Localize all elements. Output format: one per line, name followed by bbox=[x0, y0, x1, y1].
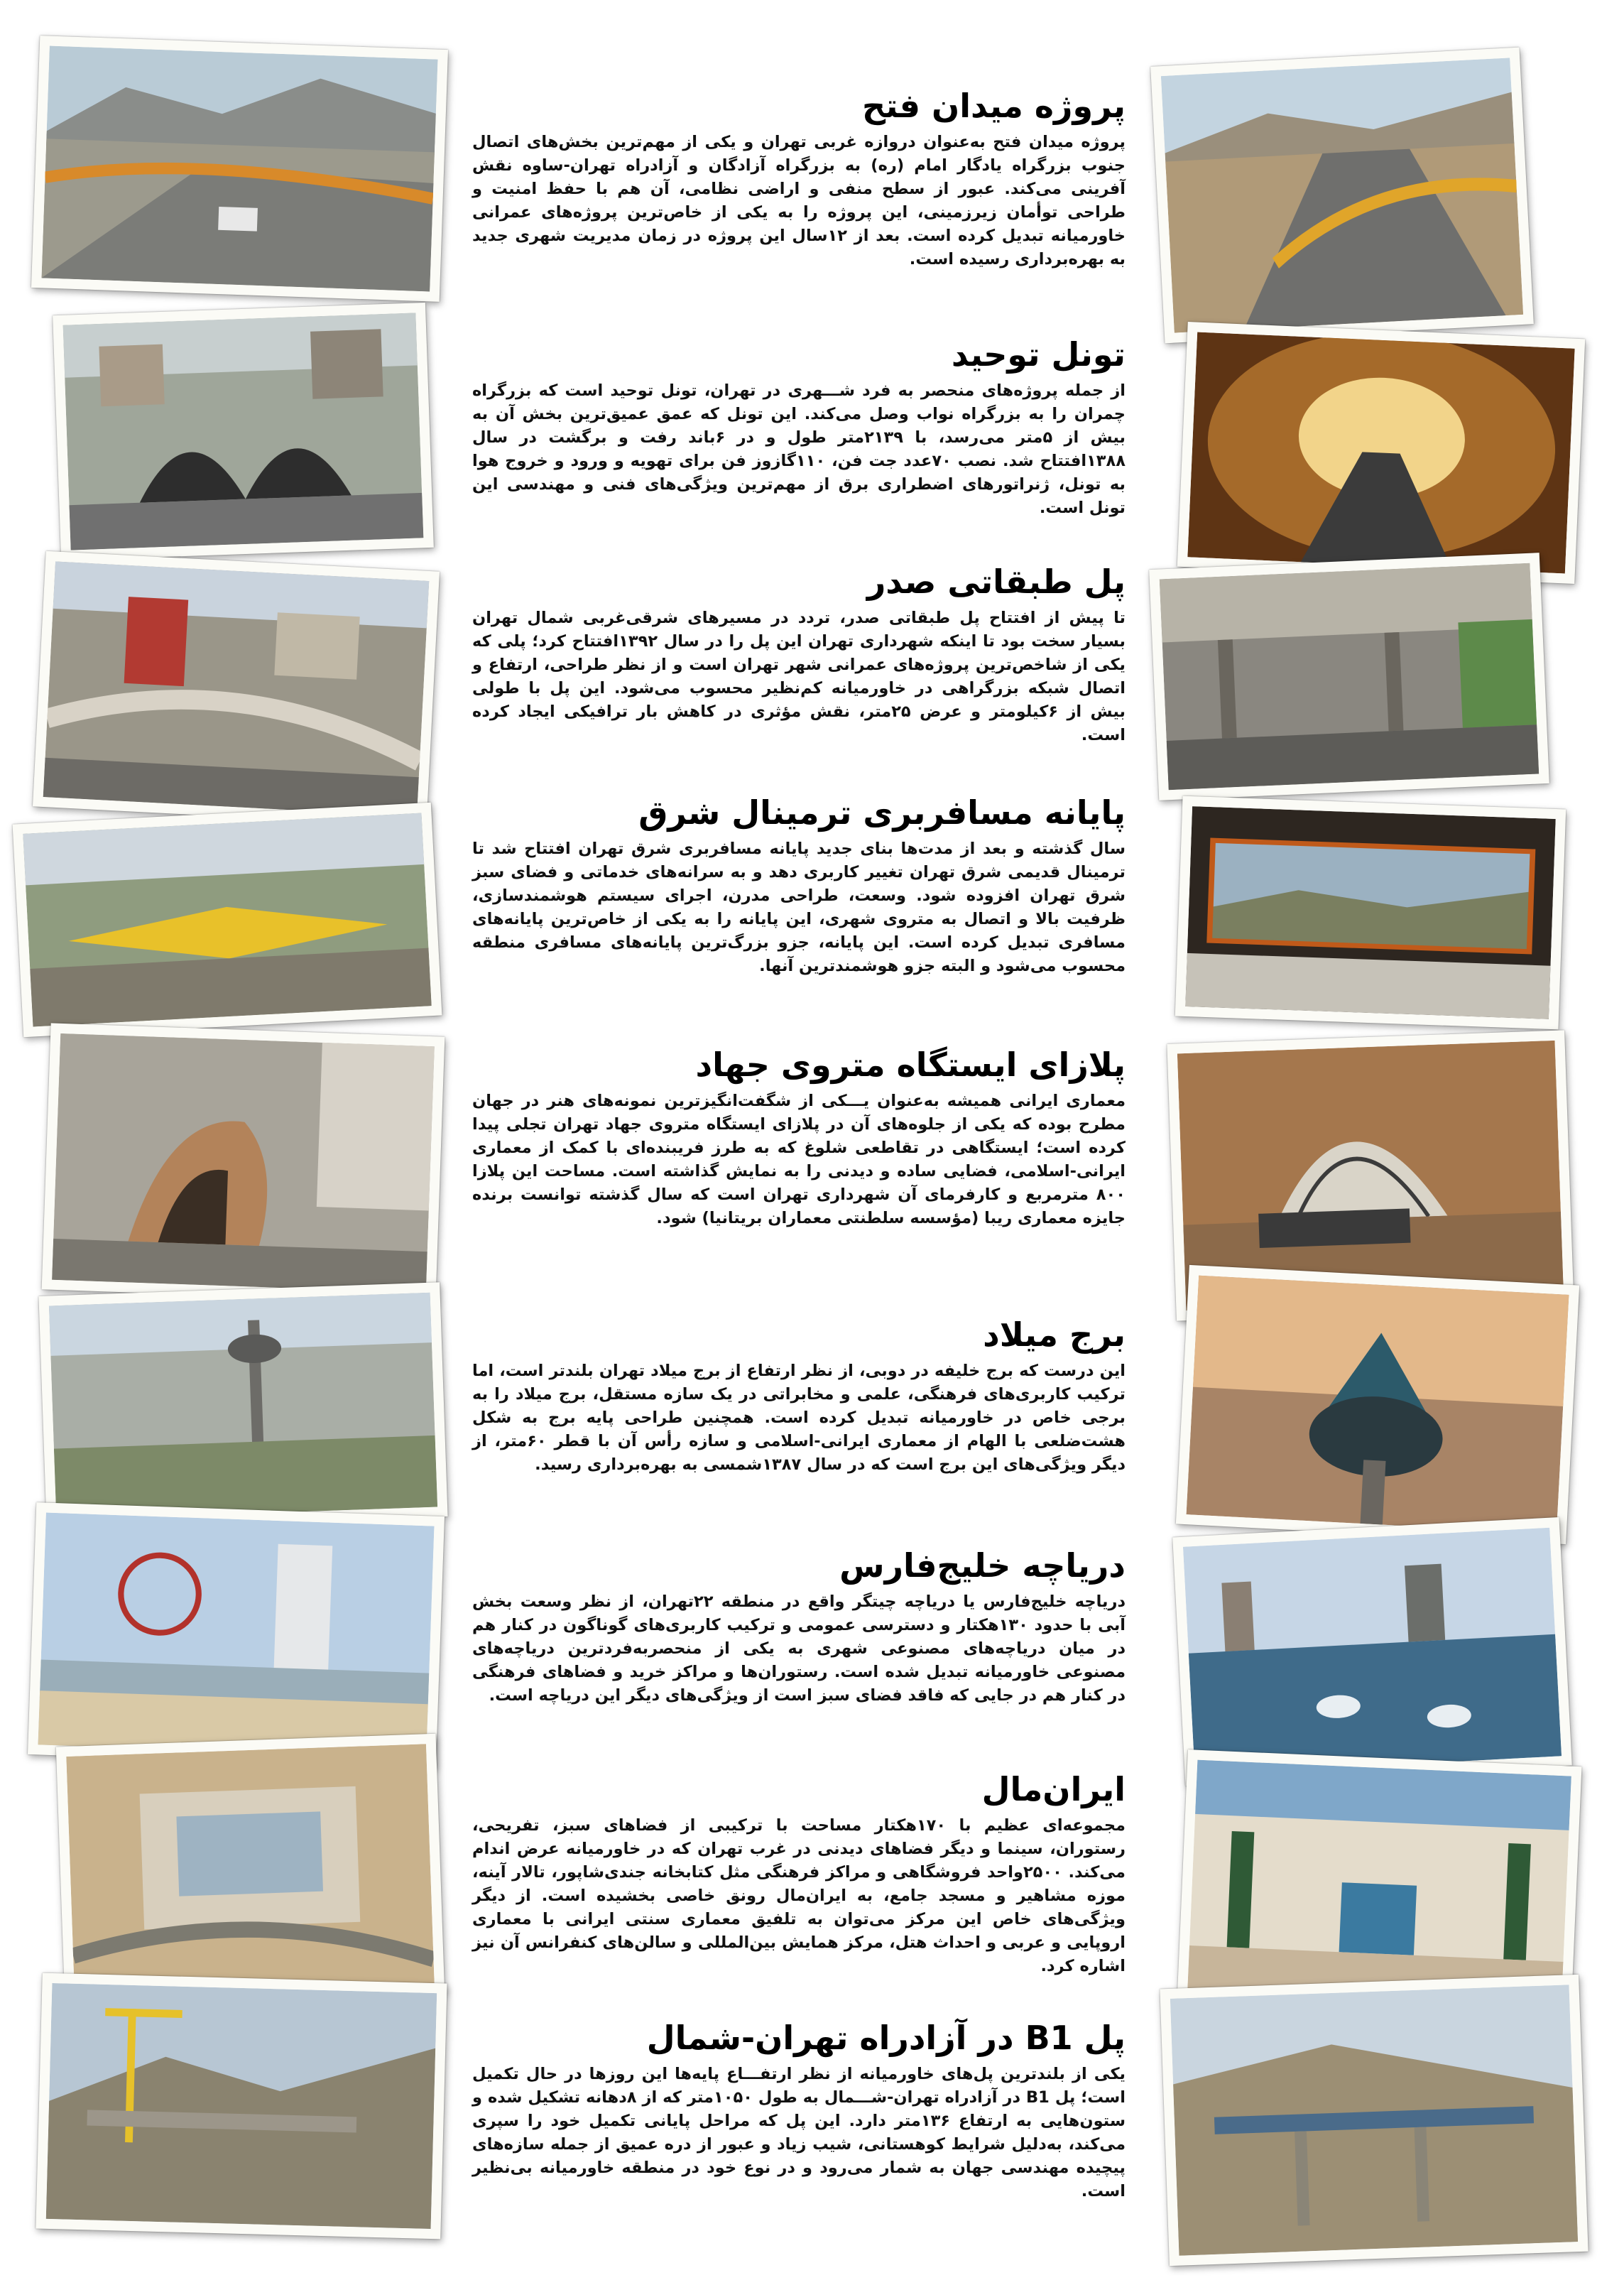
tunnel-entrance-photo bbox=[63, 313, 424, 550]
lake-fountain-photo bbox=[1183, 1528, 1562, 1776]
body: از جمله پروژه‌های منحصر به فرد شـــهری در تهران، تونل توحید است که بزرگراه چمران را به بزرگراه نواب وصل می‌کند. این تونل که عمق عمیق‌ترین بخش آن به بیش از ۵متر می‌رسد، با ۲۱۳۹متر طول و در ۶باند رفت و برگشت در سال ۱۳۸۸افتتاح شد. نصب ۷۰عدد جت فن، ۱۱۰گازوز فن برای تهویه و ورود و خروج هوا به تونل، ژنراتورهای اضطراری برق از مهم‌ترین ویژگی‌های فنی و مهندسی این تونل است. bbox=[472, 381, 1126, 517]
left-photo bbox=[13, 803, 442, 1037]
left-photo bbox=[56, 1734, 445, 2006]
iranmall-garden-photo bbox=[1187, 1760, 1571, 2009]
title: پل B1 در آزادراه تهران-شمال bbox=[646, 2019, 1126, 2057]
right-photo bbox=[1160, 1975, 1588, 2266]
body: مجموعه‌ای عظیم با ۱۷۰هکتار مساحت با ترکیبی از فضاهای سبز، تفریحی، رستوران، سینما و دیگر فضاهای دیدنی در غرب تهران که در خاورمیانه عرض اندام می‌کند. ۲۵۰۰واحد فروشگاهی و مراکز فرهنگی مثل کتابخانه جندی‌شاپور، تالار آینه، موزه مشاهیر و مسجد جامع، به ایران‌مال رونق خاصی بخشیده است. از دیگر ویژگی‌های خاص این مرکز می‌توان به تلفیق معماری سنتی ایرانی با معماری اروپایی و عربی و احداث هتل، مرکز همایش بین‌المللی و سالن‌های کنفرانس آن نیز اشاره کرد. bbox=[472, 1816, 1126, 1975]
right-photo bbox=[1172, 1517, 1572, 1786]
right-photo bbox=[1175, 796, 1566, 1030]
body: معماری ایرانی همیشه به‌عنوان یـــکی از شگفت‌انگیزترین نمونه‌های هنر در جهان مطرح بوده که یکی از جلوه‌های آن در پلازای ایستگاه متروی جهاد تهران تجلی پیدا کرده است؛ ایستگاهی در تقاطعی شلوغ که به طرز فریبنده‌ای با کمک از معماری ایرانی-اسلامی، فضایی ساده و دیدنی را به نمایش گذاشته است. مساحت این پلازا ۸۰۰ مترمربع و کارفرمای آن شهرداری تهران است که سال گذشته توانست برنده جایزه معماری ریبا (مؤسسه سلطنتی معماران بریتانیا) شود. bbox=[472, 1092, 1126, 1227]
mountain-bridge-crane-photo bbox=[46, 1983, 437, 2229]
right-photo bbox=[1150, 48, 1534, 344]
title: برج میلاد bbox=[983, 1315, 1126, 1354]
metro-plaza-arch-photo bbox=[52, 1033, 435, 1293]
body: تا پیش از افتتاح پل طبقاتی صدر، تردد در مسیرهای شرقی‌غربی شمال تهران بسیار سخت بود تا اینکه شهرداری تهران این پل را در سال ۱۳۹۲افتتاح کرد؛ پلی که یکی از شاخص‌ترین پروژه‌های عمرانی شهر تهران است و از نظر طراحی، ارتفاع و اتصال شبکه بزرگراهی در خاورمیانه کم‌نظیر محسوب می‌شود. این پل با طولی بیش از ۶کیلومتر و عرض ۲۵متر، نقش مؤثری در کاهش بار ترافیکی ایجاد کرده است. bbox=[472, 609, 1126, 744]
double-deck-bridge-photo bbox=[43, 561, 430, 816]
left-photo bbox=[42, 1023, 445, 1303]
right-photo bbox=[1177, 322, 1586, 584]
left-photo bbox=[28, 1502, 445, 1769]
body: پروژه میدان فتح به‌عنوان دروازه غربی تهران و یکی از مهم‌ترین بخش‌های اتصال جنوب بزرگراه یادگار امام (ره) به بزرگراه آزادگان و آزادراه تهران-ساوه نقش آفرینی می‌کند. عبور از سطح منفی و اراضی نظامی، آن هم با حفظ امنیت و طراحی توأمان زیرزمینی، این پروژه را به یکی از خاص‌ترین پروژه‌های عمرانی خاورمیانه تبدیل کرده است. بعد از ۱۲سال این پروژه در زمان مدیریت شهری جدید به بهره‌برداری رسیده است. bbox=[472, 133, 1126, 268]
left-photo bbox=[33, 551, 440, 827]
body: این درست که برج خلیفه در دوبی، از نظر ارتفاع از برج میلاد تهران بلندتر است، اما ترکیب کاربری‌های فرهنگی، علمی و مخابراتی در یک سازه مستقل، برج میلاد را به برجی خاص در خاورمیانه تبدیل کرده است. همچنین طراحی پایه برج به شکل هشت‌ضلعی با الهام از معماری ایرانی-اسلامی و سازه رأس آن با قطر ۶۰متر، از دیگر ویژگی‌های این برج است که در سال ۱۳۸۷شمسی به بهره‌برداری رسید. bbox=[472, 1362, 1126, 1474]
left-photo bbox=[31, 36, 448, 302]
left-photo bbox=[53, 303, 434, 560]
left-photo bbox=[36, 1973, 447, 2240]
title: ایران‌مال bbox=[981, 1770, 1126, 1808]
body: سال گذشته و بعد از مدت‌ها بنای جدید پایانه مسافربری شرق تهران افتتاح شد تا ترمینال قدیمی شرق تهران تغییر کاربری دهد و به سرانه‌های خدماتی و فضای سبز شرق تهران افزوده شود. وسعت، طراحی مدرن، اجرای سیستم هوشمندسازی، ظرفیت بالا و اتصال به متروی شهری، این پایانه را به یکی از خاص‌ترین پایانه‌های مسافری تبدیل کرده است. این پایانه، جزو بزرگ‌ترین پایانه‌های مسافری منطقه محسوب می‌شود و البته جزو هوشمندترین آنها. bbox=[472, 840, 1126, 975]
tunnel-interior-photo bbox=[1187, 332, 1574, 574]
body: دریاچه خلیج‌فارس یا دریاچه چیتگر واقع در منطقه ۲۲تهران، از نظر وسعت بخش آبی با حدود ۱۳۰هکتار و دسترسی عمومی و ترکیب کاربری‌های گوناگون در کنار هم در میان دریاچه‌های مصنوعی شهری به یکی از منحصربه‌فردترین دریاچه‌های مصنوعی خاورمیانه تبدیل شده است. رستوران‌ها و مراکز خرید و فضاهای فرهنگی در کنار هم در جایی که فاقد فضای سبز است از ویژگی‌های دیگر این دریاچه است. bbox=[472, 1592, 1126, 1705]
highway-overpass-photo bbox=[1161, 58, 1523, 332]
title: تونل توحید bbox=[951, 335, 1126, 374]
right-photo bbox=[1149, 553, 1549, 800]
highway-interchange-photo bbox=[41, 46, 437, 292]
milad-tower-city-photo bbox=[49, 1293, 437, 1521]
iranmall-aerial-photo bbox=[66, 1744, 434, 1995]
title: پلازای ایستگاه متروی جهاد bbox=[695, 1046, 1126, 1084]
milad-tower-head-photo bbox=[1187, 1276, 1569, 1534]
lake-beach-photo bbox=[38, 1513, 434, 1759]
bridge-underside-photo bbox=[1160, 563, 1539, 790]
body: یکی از بلندترین پل‌های خاورمیانه از نظر ارتفـــاع پایه‌ها این روزها در حال تکمیل است؛ پل B1 در آزادراه تهران-شـــمال به طول ۱۰۵۰متر که از ۸دهانه تشکیل شده و ستون‌هایی به ارتفاع ۱۳۶متر دارد. این پل که مراحل پایانی تکمیل خود را سپری می‌کند، به‌دلیل شرایط کوهستانی، شیب زیاد و عبور از دره عمیق از جمله سازه‌های پیچیده مهندسی جهان به شمار می‌رود و در نوع خود در منطقه خاورمیانه بی‌نظیر است. bbox=[472, 2065, 1126, 2200]
left-photo bbox=[38, 1282, 447, 1531]
mountain-bridge-valley-photo bbox=[1170, 1985, 1578, 2255]
title: پایانه مسافربری ترمینال شرق bbox=[638, 793, 1126, 832]
title: پل طبقاتی صدر bbox=[866, 563, 1126, 601]
terminal-aerial-photo bbox=[23, 813, 431, 1026]
right-photo bbox=[1176, 1265, 1579, 1544]
title: پروژه میدان فتح bbox=[861, 87, 1126, 125]
terminal-window-photo bbox=[1185, 806, 1556, 1019]
title: دریاچه خلیج‌فارس bbox=[839, 1546, 1126, 1585]
